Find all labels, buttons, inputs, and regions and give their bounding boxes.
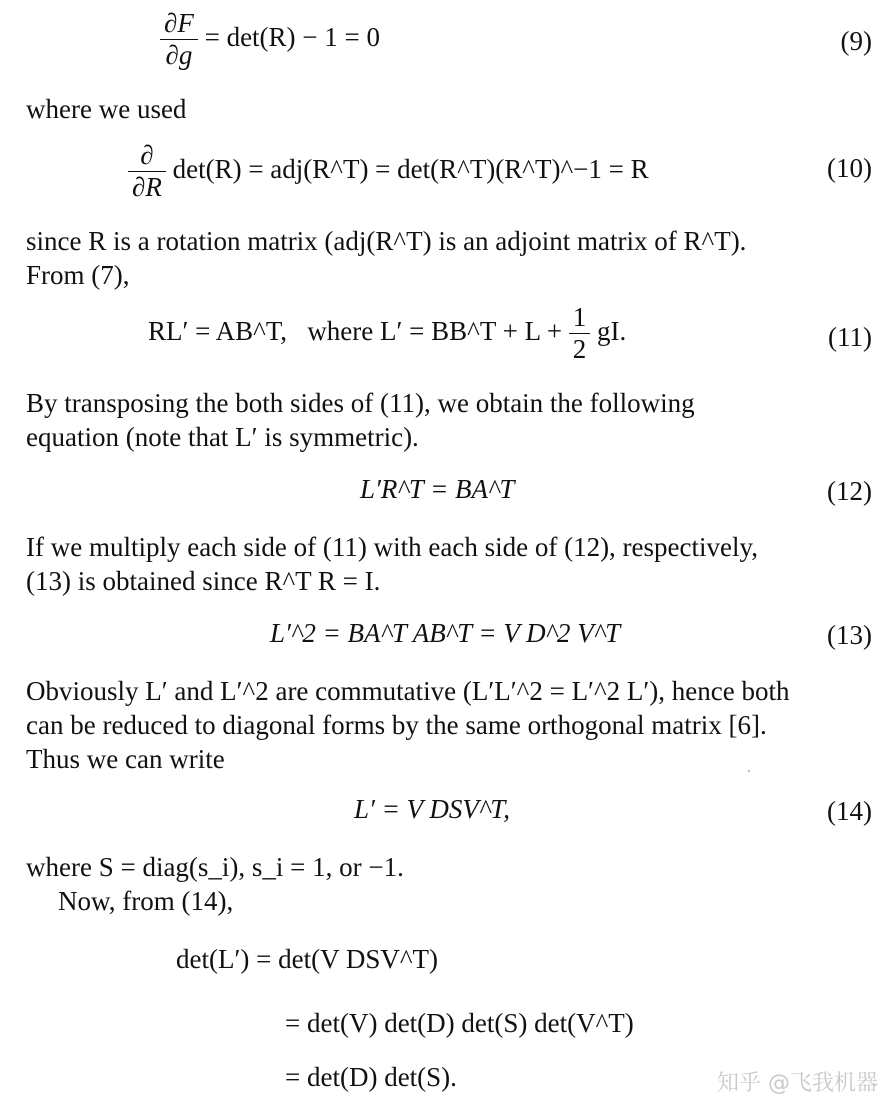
paragraph-text: can be reduced to diagonal forms by the same orthogonal matrix [6]. xyxy=(26,710,767,740)
equation-number-11: (11) xyxy=(828,322,872,352)
equation-13: L′^2 = BA^T AB^T = V D^2 V^T xyxy=(270,618,621,648)
watermark: 知乎 @飞我机器 xyxy=(717,1071,878,1096)
paragraph-text: By transposing the both sides of (11), we obtain the following xyxy=(26,388,695,418)
derivation-line-2: = det(V) det(D) det(S) det(V^T) xyxy=(285,1008,634,1038)
equation-number-12: (12) xyxy=(827,476,872,506)
equation-10-body: det(R) = adj(R^T) = det(R^T)(R^T)^−1 = R xyxy=(172,153,649,184)
equation-11-where: where xyxy=(307,315,374,346)
fraction-dF-dg: $\frac{\partial F}{\partial g}$ xyxy=(160,8,198,71)
paragraph-text: since R is a rotation matrix (adj(R^T) is an adjoint matrix of R^T). xyxy=(26,226,747,256)
equation-11 xyxy=(148,302,626,365)
equation-11-rhs-b: gI. xyxy=(597,315,627,346)
paragraph-text: Obviously L′ and L′^2 are commutative (L′L′^2 = L′^2 L′), hence both xyxy=(26,676,790,706)
fraction-one-half: $\frac{1}{2}$ xyxy=(569,302,591,365)
paragraph-text: where we used xyxy=(26,94,187,124)
equation-14: L′ = V DSV^T, xyxy=(354,794,511,824)
equation-11-lhs: RL′ = AB^T, xyxy=(148,315,288,346)
equation-number-13: (13) xyxy=(827,620,872,650)
paragraph-text: where S = diag(s_i), s_i = 1, or −1. xyxy=(26,852,404,882)
equation-number-9: (9) xyxy=(840,26,872,56)
equation-number-10: (10) xyxy=(827,153,872,183)
paragraph-text: From (7), xyxy=(26,260,130,290)
paragraph-text: Thus we can write xyxy=(26,744,225,774)
paragraph-text: equation (note that L′ is symmetric). xyxy=(26,422,419,452)
equation-11-rhs-a: L′ = BB^T + L + xyxy=(380,315,563,346)
fraction-d-dR: $\frac{\partial}{\partial R}$ xyxy=(128,140,166,203)
equation-10 xyxy=(128,140,649,203)
equation-9 xyxy=(160,8,380,71)
equation-12: L′R^T = BA^T xyxy=(360,474,515,504)
derivation-line-3: = det(D) det(S). xyxy=(285,1062,457,1092)
speck xyxy=(748,770,750,772)
derivation-line-1: det(L′) = det(V DSV^T) xyxy=(176,944,438,974)
paragraph-text: If we multiply each side of (11) with each side of (12), respectively, xyxy=(26,532,758,562)
equation-9-rhs: = det(R) − 1 = 0 xyxy=(204,21,381,52)
paragraph-text: Now, from (14), xyxy=(58,886,234,916)
equation-number-14: (14) xyxy=(827,796,872,826)
paragraph-text: (13) is obtained since R^T R = I. xyxy=(26,566,381,596)
